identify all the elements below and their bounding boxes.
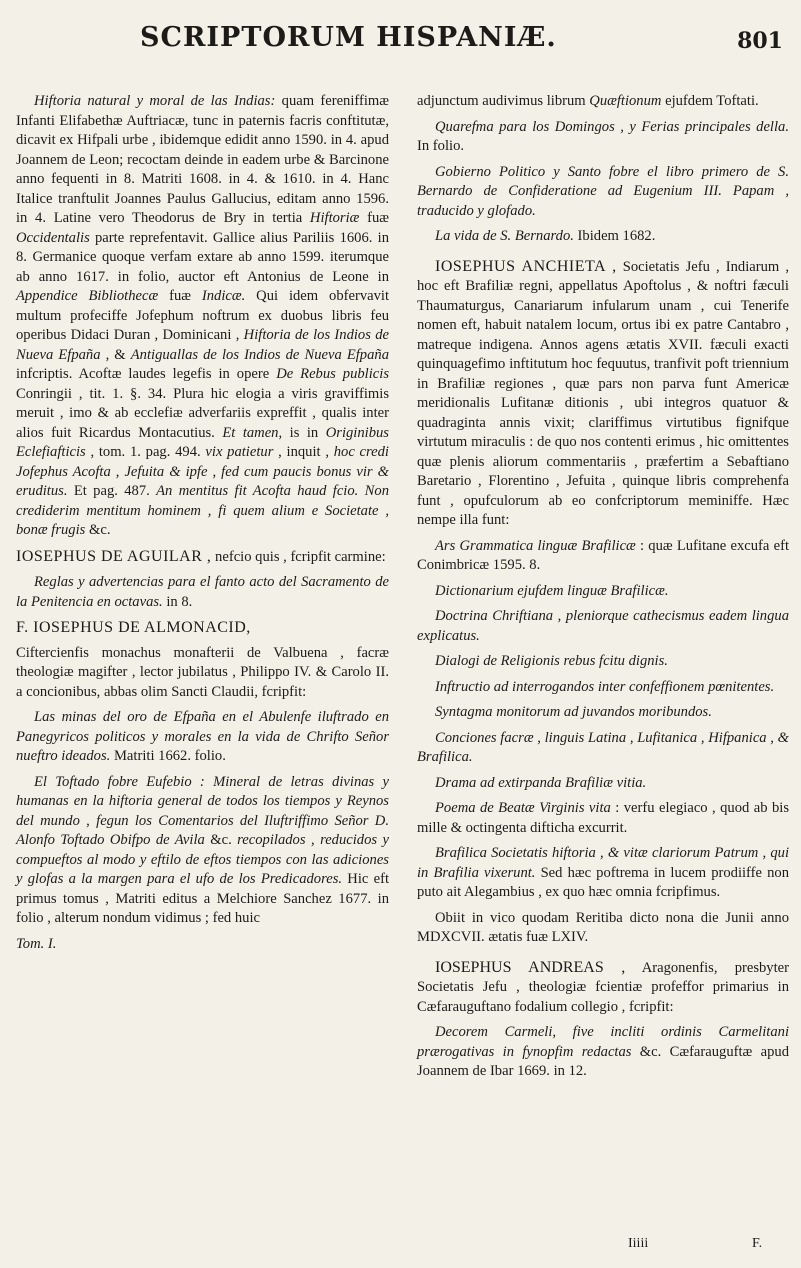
title-italic: Originibus Eclefiafticis — [16, 424, 389, 460]
signature-mark: Iiiii — [628, 1236, 649, 1251]
entry-heading-aguilar — [16, 547, 389, 568]
title-italic: Drama ad extirpanda Brafiliæ vitia. — [435, 774, 647, 791]
work-title — [417, 844, 789, 903]
body-text: In folio. — [417, 138, 465, 154]
body-text: nefcio quis , fcripfit carmine: — [211, 548, 386, 565]
body-text: , & — [100, 346, 131, 363]
work-title — [417, 537, 789, 576]
page-number: 801 — [737, 28, 783, 54]
entry-acosta-continued — [16, 92, 389, 541]
body-text: in 8. — [162, 593, 193, 610]
title-italic: Poema de Beatæ Virginis vita — [435, 800, 611, 816]
work-title — [16, 773, 389, 929]
body-text: &c. — [85, 522, 111, 538]
body-text: , tom. 1. pag. 494. — [85, 444, 206, 460]
work-title — [16, 573, 389, 612]
work-title — [417, 607, 789, 646]
entry-anchieta — [417, 257, 789, 531]
right-column — [417, 92, 789, 1088]
body-text: Aragonenfis, presbyter Societatis Jefu , theologiæ fcientiæ profeffor primarius in Cæfarauguftano fodalium collegio , fcripfit: — [417, 959, 789, 1015]
title-italic: Indicæ. — [201, 288, 246, 304]
entry-andreas — [417, 958, 789, 1018]
body-text: quam fereniffimæ Infanti Elifabethæ Auftriacæ, tunc in paternis facris conftitutæ, dicavit ex Hifpali urbe , ibidemque edidit anno 1590. in 4. apud Joannem de Leon; recoctam deinde in eadem urbe & Barcinone anno fequenti in 8. Matriti 1608. in 4. & 1610. in 4. Hanc Italice tranftulit Joannes Paulus Gallucius, editam anno 1596. in 4. Latine vero Theodorus de Bry in tertia — [16, 93, 389, 226]
work-title — [417, 1023, 789, 1082]
body-text: parte reprefentavit. Gallice alius Pariliis 1606. in 8. Germanice quoque verfam extare ab anno 1599. iterumque ab anno 1617. in folio, auctor eft Antonius de Leone in — [16, 229, 389, 285]
title-italic: An mentitus fit Acofta haud fcio. Non crediderim mentitum hominem , fi quem alium e Societate , bonæ frugis — [16, 483, 389, 538]
title-italic: De Rebus publicis — [276, 366, 389, 382]
running-title: SCRIPTORUM HISPANIÆ. — [140, 22, 557, 53]
body-text: ejufdem Toftati. — [661, 93, 759, 109]
title-italic: Decorem Carmeli, five incliti ordinis Carmelitani prærogativas in fynopfim redactas — [417, 1024, 789, 1060]
body-text: &c. — [204, 832, 238, 848]
work-title — [417, 227, 789, 247]
work-title — [417, 582, 789, 602]
title-italic: Hiftoriæ — [309, 210, 360, 226]
body-text: Hic eft primus tomus , Matriti editus a Melchiore Sanchez 1677. in folio , alterum nondum vidimus ; fed huic — [16, 871, 389, 926]
title-italic: Brafilica Societatis hiftoria , & vitæ clariorum Patrum , qui in Brafilia vixerunt. — [417, 845, 789, 881]
title-italic: Hiftoria de los Indios de Nueva Efpaña — [16, 327, 389, 363]
body-text: Ibidem 1682. — [573, 228, 656, 244]
author-name: IOSEPHUS ANDREAS , — [435, 958, 626, 976]
body-text: Qui idem obfervavit multum profeciffe Jofephum noftrum ex duobus libris feu operibus Didaci Duran , Dominicani , — [16, 288, 389, 343]
body-text: Conringii , tit. 1. §. 34. Plura hic elogia a viris graviffimis meruit , imo & ab ecclefiæ adverfariis expreffit , qualis inter alios fuit Ricardus Montacutius. — [16, 385, 389, 441]
title-italic: vix patietur — [205, 444, 274, 460]
title-italic: Quæftionum — [589, 93, 662, 109]
title-italic: La vida de S. Bernardo. — [435, 228, 574, 244]
page-header — [0, 18, 801, 78]
catchword: F. — [752, 1236, 763, 1251]
body-text: , inquit , — [273, 444, 334, 460]
title-italic: Doctrina Chriftiana , pleniorque cathecismus eadem lingua explicatus. — [417, 608, 789, 644]
work-title — [417, 703, 789, 723]
work-title — [417, 652, 789, 672]
title-italic: Et tamen — [222, 424, 279, 441]
title-italic: Occidentalis — [16, 229, 90, 246]
title-italic: Dictionarium ejufdem linguæ Brafilicæ. — [435, 582, 669, 599]
body-text: fuæ — [359, 210, 389, 226]
work-title — [417, 799, 789, 838]
title-italic: hoc credi Jofephus Acofta , Jefuita & ipfe , fed cum paucis bonus vir & eruditus. — [16, 444, 389, 499]
left-column — [16, 92, 389, 960]
entry-continued — [417, 92, 789, 112]
body-text: fuæ — [158, 288, 202, 304]
body-text: , is in — [278, 424, 326, 441]
body-text: : verfu elegiaco , quod ab bis mille & octingenta difticha excurrit. — [417, 800, 789, 836]
body-text: Societatis Jefu , Indiarum , hoc eft Brafiliæ regni, appellatus Apoftolus , & noftri fæculi Thaumaturgus, Canariarum infularum unam , cui Tenerife nomen eft, habuit natalem locum, ortus ibi ex patre Cantabro , matreque indigena. Annos agens ætatis XVII. fæculi exacti quinquagefimo inftitutum hoc fequutus, tranfivit poft triennium in Brafiliæ regiones , quæ pars non parva funt Americæ meridionalis Lufitanæ ditionis , ubi integros quatuor & quadraginta annis vixit; clariffimus virtutibus fignifque virtutum miraculis : de quo nos contenti erimus , hic omittentes quæ plenis aliorum commentariis , præfertim a Sebaftiano Baretario , Florentino , Jefuita , quinque libris comprehenfa funt , opufculorum ab eo confcriptorum meminiffe. Hæc nempe illa funt: — [417, 258, 789, 528]
title-italic: El Toftado fobre Eufebio : Mineral de letras divinas y humanas en la hiftoria general de todos los tiempos y Reynos del mundo , fegun los Comentarios del Iluftriffimo Señor D. Alonfo Toftado Obifpo de Avila — [16, 773, 389, 848]
author-name-almonacid: F. IOSEPHUS DE ALMONACID, — [16, 619, 251, 636]
body-text: Sed hæc poftrema in lucem prodiiffe non puto ait Alegambius , ex quo hæc omnia fcripfimus. — [417, 864, 789, 900]
title-italic: Hiftoria natural y moral de las Indias: — [34, 93, 276, 109]
tom-label: Tom. I. — [16, 935, 57, 952]
work-title — [417, 118, 789, 157]
body-text: Obiit in vico quodam Reritiba dicto nona die Junii anno MDXCVII. ætatis fuæ LXIV. — [417, 909, 789, 945]
body-text: adjunctum audivimus librum — [417, 93, 590, 109]
work-title — [417, 163, 789, 222]
body-text: Ciftercienfis monachus monafterii de Valbuena , facræ theologiæ magifter , lector jubilatus , Philippo IV. & Carolo II. a concionibus, abbas olim Sancti Claudii, fcripfit: — [16, 644, 389, 700]
volume-signature — [16, 935, 389, 955]
work-title — [417, 774, 789, 794]
title-italic: Appendice Bibliothecæ — [16, 288, 159, 304]
title-italic: Quarefma para los Domingos , y Ferias principales della. — [435, 118, 789, 135]
title-italic: Gobierno Politico y Santo fobre el libro primero de S. Bernardo de Confideratione ad Eugenium III. Papam , traducido y glofado. — [417, 163, 789, 219]
body-text: &c. Cæfarauguftæ apud Joannem de Ibar 1669. in 12. — [417, 1043, 789, 1079]
body-text: Et pag. 487. — [67, 483, 157, 499]
body-text: infcriptis. Acoftæ laudes legefis in opere — [16, 366, 277, 382]
body-text: : quæ Lufitane excufa eft Conimbricæ 1595. 8. — [417, 537, 789, 573]
work-title — [417, 729, 789, 768]
title-italic: Conciones facræ , linguis Latina , Lufitanica , Hifpanica , & Brafilica. — [417, 729, 789, 765]
author-name: IOSEPHUS ANCHIETA , — [435, 257, 617, 275]
author-name: IOSEPHUS DE AGUILAR , — [16, 547, 212, 565]
work-title — [16, 708, 389, 767]
body-text: Matriti 1662. folio. — [110, 748, 226, 764]
title-italic: Antiguallas de los Indios de Nueva Efpaña — [130, 346, 389, 363]
work-title — [417, 678, 789, 698]
title-italic: Ars Grammatica linguæ Brafilicæ — [435, 537, 636, 554]
title-italic: Las minas del oro de Efpaña en el Abulenfe iluftrado en Panegyricos politicos y morales en la vida de Chrifto Señor nueftro ideados. — [16, 709, 389, 764]
title-italic: Dialogi de Religionis rebus fcitu dignis. — [435, 653, 668, 669]
title-italic: Inftructio ad interrogandos inter confeffionem pœnitentes. — [435, 678, 775, 695]
title-italic: Reglas y advertencias para el fanto acto del Sacramento de la Penitencia en octavas. — [16, 574, 389, 610]
title-italic: recopilados , reducidos y compueftos al modo y eftilo de eftos tiempos con las adiciones y glofas a la margen para el ufo de los Predicadores. — [16, 832, 390, 887]
title-italic: Syntagma monitorum ad juvandos moribundos. — [435, 704, 712, 720]
